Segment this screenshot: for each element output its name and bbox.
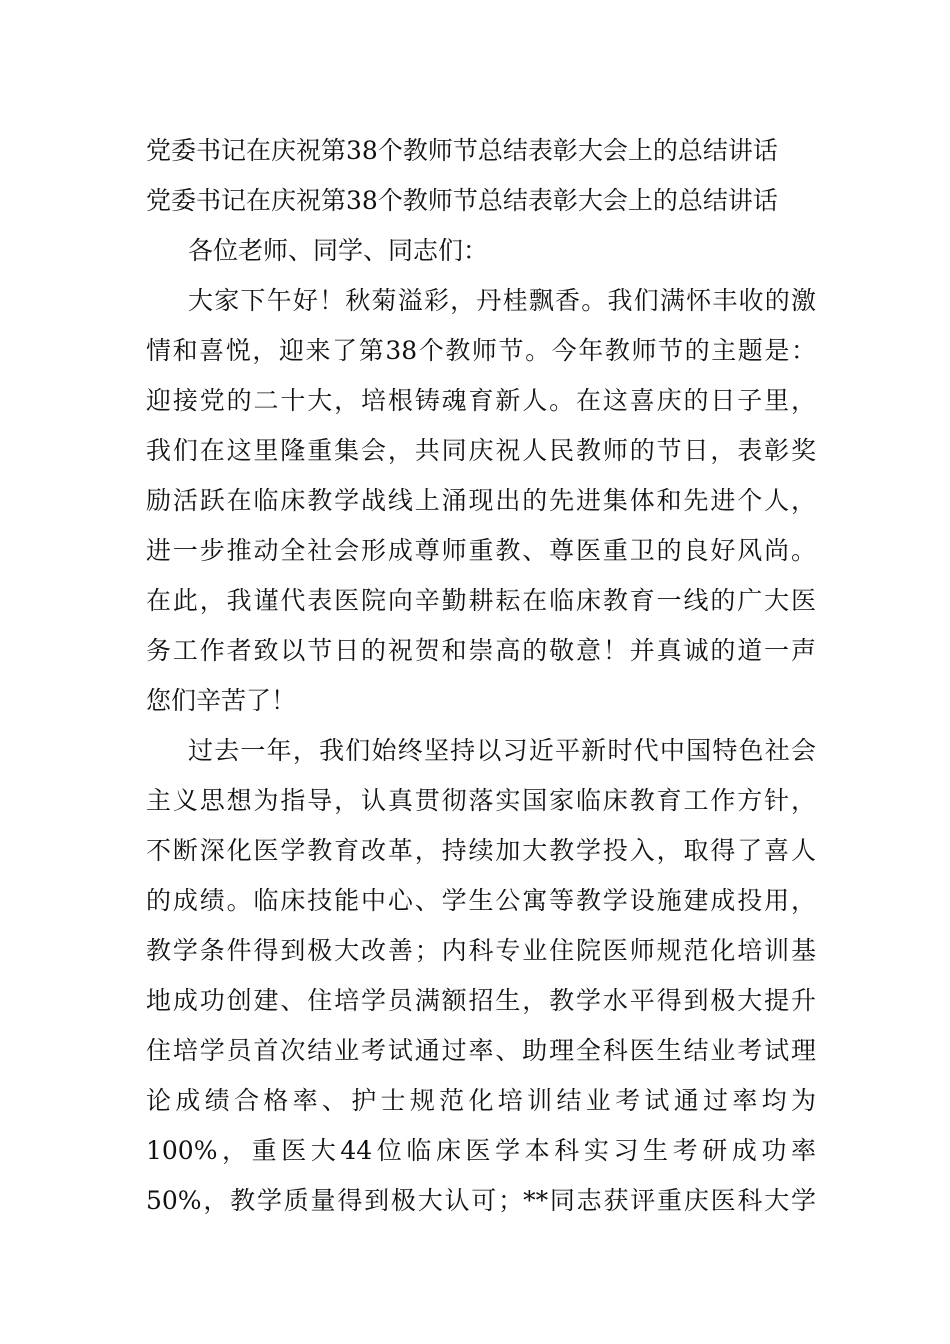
paragraph-1-line-9: 您们辛苦了！ — [146, 686, 297, 715]
paragraph-2-line-7: 住培学员首次结业考试通过率、助理全科医生结业考试理 — [146, 1036, 816, 1065]
paragraph-1-line-2: 情和喜悦，迎来了第38个教师节。今年教师节的主题是： — [146, 336, 816, 365]
paragraph-2-line-9: 100%，重医大44位临床医学本科实习生考研成功率 — [146, 1136, 816, 1165]
paragraph-1-line-6: 进一步推动全社会形成尊师重教、尊医重卫的良好风尚。 — [146, 536, 816, 565]
salutation: 各位老师、同学、同志们： — [188, 236, 489, 265]
paragraph-2-line-8: 论成绩合格率、护士规范化培训结业考试通过率均为 — [146, 1086, 816, 1115]
paragraph-2-line-6: 地成功创建、住培学员满额招生，教学水平得到极大提升 — [146, 986, 816, 1015]
paragraph-2-line-4: 的成绩。临床技能中心、学生公寓等教学设施建成投用， — [146, 886, 816, 915]
paragraph-2-line-2: 主义思想为指导，认真贯彻落实国家临床教育工作方针， — [146, 786, 816, 815]
paragraph-2-line-3: 不断深化医学教育改革，持续加大教学投入，取得了喜人 — [146, 836, 816, 865]
paragraph-1-line-8: 务工作者致以节日的祝贺和崇高的敬意！并真诚的道一声 — [146, 636, 816, 665]
document-title-line-1: 党委书记在庆祝第38个教师节总结表彰大会上的总结讲话 — [146, 136, 778, 165]
paragraph-2-line-1: 过去一年，我们始终坚持以习近平新时代中国特色社会 — [188, 736, 816, 765]
document-title-line-2: 党委书记在庆祝第38个教师节总结表彰大会上的总结讲话 — [146, 186, 778, 215]
paragraph-1-line-3: 迎接党的二十大，培根铸魂育新人。在这喜庆的日子里， — [146, 386, 816, 415]
paragraph-1-line-5: 励活跃在临床教学战线上涌现出的先进集体和先进个人， — [146, 486, 816, 515]
paragraph-1-line-1: 大家下午好！秋菊溢彩，丹桂飘香。我们满怀丰收的激 — [188, 286, 816, 315]
paragraph-1-line-7: 在此，我谨代表医院向辛勤耕耘在临床教育一线的广大医 — [146, 586, 816, 615]
paragraph-2-line-5: 教学条件得到极大改善；内科专业住院医师规范化培训基 — [146, 936, 816, 965]
paragraph-2-line-10: 50%，教学质量得到极大认可；**同志获评重庆医科大学 — [146, 1186, 816, 1215]
paragraph-1-line-4: 我们在这里隆重集会，共同庆祝人民教师的节日，表彰奖 — [146, 436, 816, 465]
